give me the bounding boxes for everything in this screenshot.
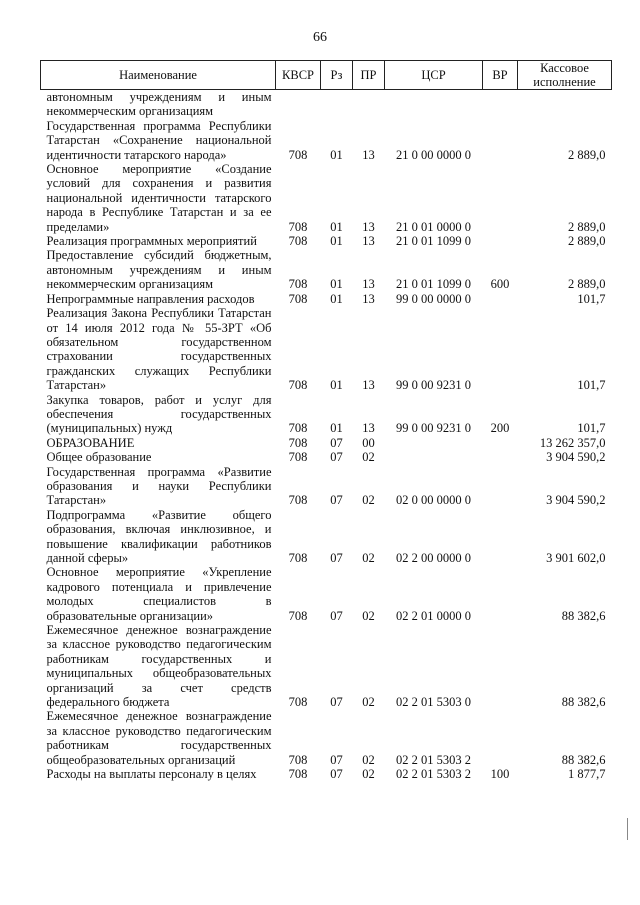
row-vr: 600	[490, 277, 510, 292]
row-csr	[385, 436, 483, 450]
row-pr	[353, 90, 385, 119]
row-csr: 02 2 01 5303 0	[396, 695, 471, 710]
row-kvsr: 708	[288, 551, 308, 565]
row-name: Ежемесячное денежное вознаграждение за классное руководство педагогическим работникам государственных общеобразовательных организаций	[46, 709, 272, 767]
row-rz: 07	[330, 435, 343, 450]
row-csr: 02 2 01 0000 0	[396, 608, 471, 623]
row-amount: 1 877,7	[568, 767, 606, 782]
row-amount: 3 904 590,2	[546, 450, 606, 465]
row-pr: 13	[362, 277, 375, 292]
row-csr: 99 0 00 9231 0	[396, 421, 471, 436]
row-amount: 88 382,6	[561, 608, 606, 623]
row-csr: 99 0 00 9231 0	[396, 378, 471, 393]
row-rz: 01	[330, 291, 343, 306]
row-kvsr: 708	[288, 493, 308, 508]
row-vr	[483, 565, 518, 623]
table-row	[41, 508, 612, 566]
row-pr: 02	[362, 551, 375, 565]
row-csr	[385, 90, 483, 119]
row-amount: 88 382,6	[561, 752, 606, 767]
row-vr	[483, 292, 518, 306]
row-name: Государственная программа Республики Татарстан «Сохранение национальной идентичности татарского народа»	[46, 118, 272, 162]
row-csr: 21 0 01 1099 0	[396, 234, 471, 249]
row-rz: 07	[330, 551, 343, 565]
row-kvsr: 708	[288, 147, 308, 162]
row-kvsr: 708	[288, 695, 308, 710]
row-kvsr: 708	[288, 421, 308, 436]
row-rz: 01	[330, 378, 343, 393]
row-vr	[483, 234, 518, 248]
row-vr: 200	[490, 421, 510, 436]
row-name: Ежемесячное денежное вознаграждение за классное руководство педагогическим работникам государственных и муниципальных общеобразовательных организаций за счет средств федерального бюджета	[46, 623, 272, 710]
header-name: Наименование	[41, 61, 276, 90]
row-name: Основное мероприятие «Укрепление кадрового потенциала и привлечение молодых специалистов в образовательные организации»	[46, 565, 272, 623]
row-amount: 2 889,0	[568, 234, 606, 249]
row-amount: 88 382,6	[561, 695, 606, 710]
row-csr: 21 0 00 0000 0	[396, 147, 471, 162]
table-header-row	[41, 61, 612, 90]
row-kvsr: 708	[288, 219, 308, 234]
row-name: Непрограммные направления расходов	[46, 291, 255, 306]
row-pr: 02	[362, 450, 375, 465]
table-row	[41, 393, 612, 436]
row-csr: 02 0 00 0000 0	[396, 493, 471, 508]
row-amount: 2 889,0	[568, 277, 606, 292]
row-amount	[518, 90, 612, 119]
row-csr: 21 0 01 0000 0	[396, 219, 471, 234]
row-kvsr: 708	[288, 435, 308, 450]
row-pr: 00	[362, 435, 375, 450]
row-rz: 07	[330, 695, 343, 710]
row-vr	[483, 709, 518, 767]
row-pr: 02	[362, 752, 375, 767]
row-rz: 01	[330, 277, 343, 292]
row-amount: 2 889,0	[568, 147, 606, 162]
table-row	[41, 306, 612, 392]
row-vr	[483, 306, 518, 392]
row-vr	[483, 465, 518, 508]
row-kvsr: 708	[288, 291, 308, 306]
row-name: Общее образование	[46, 450, 152, 465]
row-kvsr: 708	[288, 450, 308, 465]
row-vr	[483, 119, 518, 162]
header-rz: Рз	[321, 61, 353, 90]
row-rz: 07	[330, 450, 343, 465]
table-row	[41, 709, 612, 767]
margin-mark	[627, 818, 628, 840]
row-csr	[385, 450, 483, 464]
row-rz: 01	[330, 219, 343, 234]
row-rz: 07	[330, 767, 343, 782]
row-amount: 13 262 357,0	[539, 435, 606, 450]
row-kvsr: 708	[288, 378, 308, 393]
row-vr: 100	[490, 767, 510, 782]
row-csr: 21 0 01 1099 0	[396, 277, 471, 292]
page-number: 66	[313, 30, 327, 45]
header-csr: ЦСР	[385, 61, 483, 90]
row-vr	[483, 623, 518, 709]
row-name: Реализация Закона Республики Татарстан от 14 июля 2012 года № 55-ЗРТ «Об обязательном государственном страховании государственных гражданских служащих Республики Татарстан»	[46, 306, 272, 393]
table-row	[41, 565, 612, 623]
table-row	[41, 436, 612, 450]
row-amount: 101,7	[577, 378, 606, 393]
row-amount: 2 889,0	[568, 219, 606, 234]
row-pr: 13	[362, 234, 375, 249]
row-pr: 13	[362, 378, 375, 393]
row-rz: 07	[330, 752, 343, 767]
row-amount: 3 904 590,2	[546, 493, 606, 508]
row-name: Расходы на выплаты персоналу в целях	[46, 767, 257, 782]
row-name: Государственная программа «Развитие образования и науки Республики Татарстан»	[46, 464, 272, 508]
table-row	[41, 292, 612, 306]
table-row	[41, 162, 612, 234]
row-kvsr: 708	[288, 752, 308, 767]
table-row	[41, 248, 612, 291]
row-name: Реализация программных мероприятий	[46, 234, 257, 249]
row-rz: 01	[330, 147, 343, 162]
row-name: Закупка товаров, работ и услуг для обеспечения государственных (муниципальных) нужд	[46, 392, 272, 436]
row-name: Основное мероприятие «Создание условий для сохранения и развития национальной идентичности татарского народа в Республике Татарстан и за ее пределами»	[46, 162, 272, 234]
row-pr: 13	[362, 291, 375, 306]
row-name: Предоставление субсидий бюджетным, автономным учреждениям и иным некоммерческим организациям	[46, 248, 272, 292]
table-row	[41, 234, 612, 248]
header-vr: ВР	[483, 61, 518, 90]
table-row	[41, 90, 612, 119]
row-csr: 99 0 00 0000 0	[396, 291, 471, 306]
row-rz: 01	[330, 421, 343, 436]
table-row	[41, 767, 612, 781]
row-vr	[483, 436, 518, 450]
row-vr	[483, 162, 518, 234]
row-kvsr	[276, 90, 321, 119]
header-pr: ПР	[353, 61, 385, 90]
row-name: автономным учреждениям и иным некоммерческим организациям	[46, 90, 272, 119]
header-kvsr: КВСР	[276, 61, 321, 90]
header-amount: Кассовое исполнение	[518, 61, 612, 90]
row-vr	[483, 450, 518, 464]
row-pr: 02	[362, 695, 375, 710]
row-kvsr: 708	[288, 277, 308, 292]
row-csr: 02 2 01 5303 2	[396, 767, 471, 782]
row-amount: 101,7	[577, 421, 606, 436]
row-amount: 101,7	[577, 291, 606, 306]
row-kvsr: 708	[288, 608, 308, 623]
row-pr: 02	[362, 608, 375, 623]
row-kvsr: 708	[288, 234, 308, 249]
row-pr: 02	[362, 493, 375, 508]
table-row	[41, 623, 612, 709]
table-row	[41, 119, 612, 162]
row-rz: 07	[330, 608, 343, 623]
row-vr	[483, 90, 518, 119]
row-csr: 02 2 01 5303 2	[396, 752, 471, 767]
row-name: ОБРАЗОВАНИЕ	[46, 435, 135, 450]
row-amount: 3 901 602,0	[546, 551, 606, 565]
row-csr: 02 2 00 0000 0	[396, 551, 471, 565]
row-vr	[483, 508, 518, 566]
table-row	[41, 450, 612, 464]
row-pr: 13	[362, 147, 375, 162]
row-rz: 07	[330, 493, 343, 508]
budget-execution-table	[40, 60, 612, 782]
row-rz: 01	[330, 234, 343, 249]
table-row	[41, 465, 612, 508]
row-pr: 02	[362, 767, 375, 782]
row-name: Подпрограмма «Развитие общего образования, включая инклюзивное, и повышение квалификации работников данной сферы»	[46, 507, 272, 565]
row-pr: 13	[362, 219, 375, 234]
row-pr: 13	[362, 421, 375, 436]
row-rz	[321, 90, 353, 119]
row-kvsr: 708	[288, 767, 308, 782]
